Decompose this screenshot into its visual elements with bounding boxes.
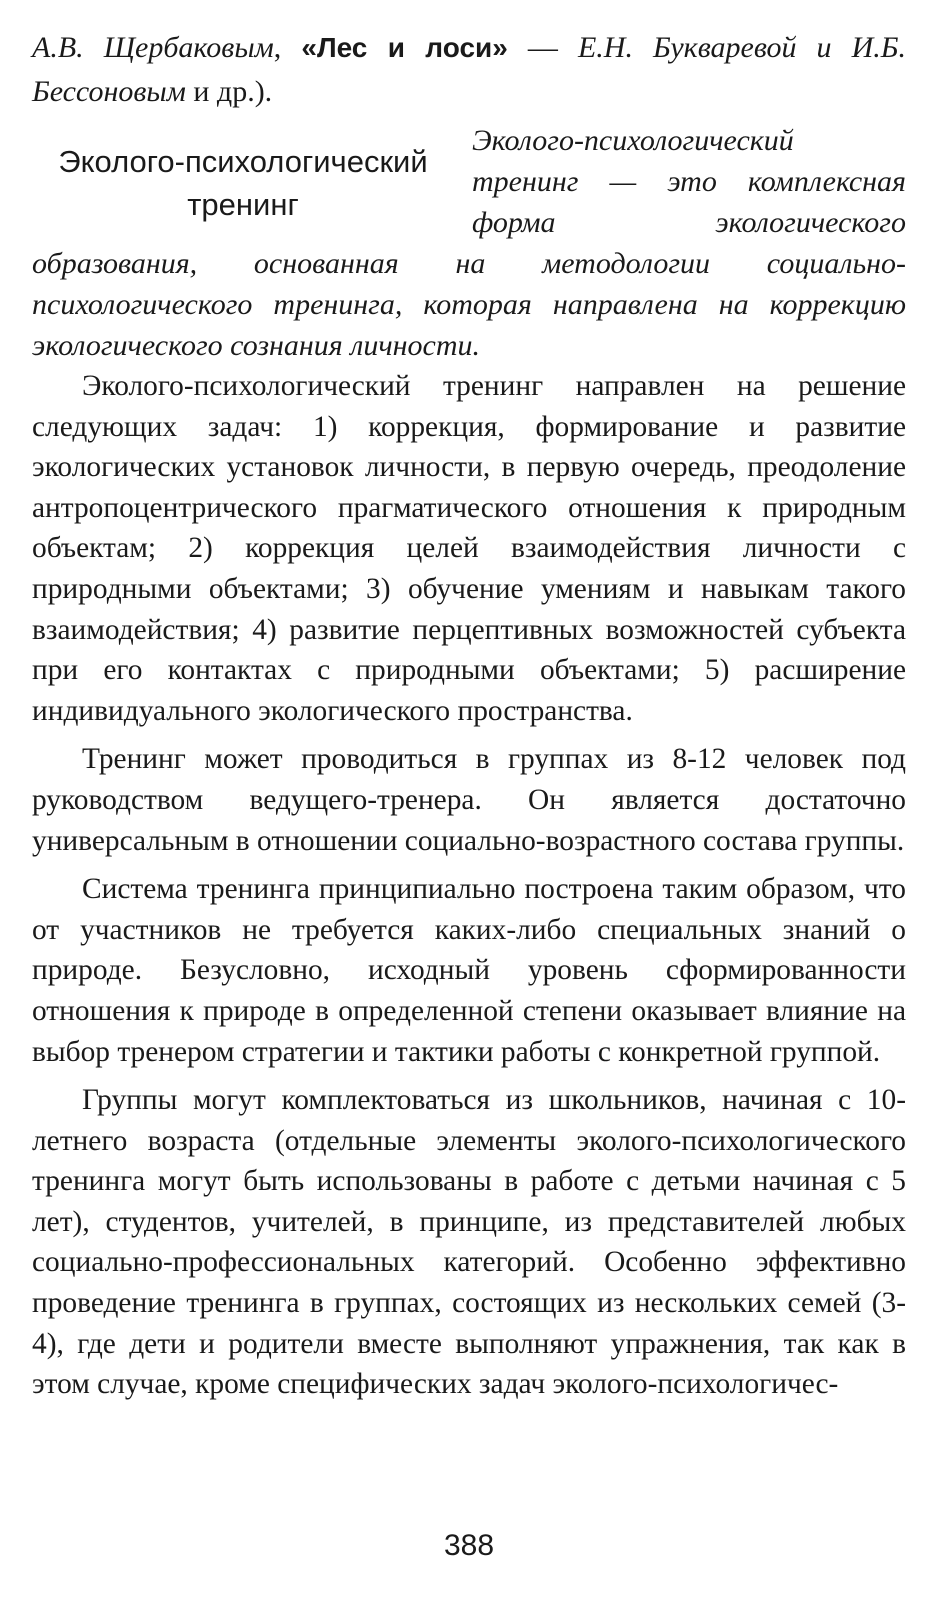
- intro-separator: ,: [273, 31, 302, 64]
- section-heading-line-1: Эколого-психологический: [58, 144, 428, 179]
- section-heading: [32, 140, 454, 226]
- body-text: [32, 366, 906, 1405]
- intro-tail: и др.).: [185, 75, 273, 108]
- intro-author-2: Е.Н. Букваревой: [577, 31, 797, 64]
- intro-author-3: И.Б. Бессоновым: [32, 31, 907, 108]
- book-page: [32, 26, 906, 1413]
- intro-text: [32, 26, 906, 114]
- intro-book-title: «Лес и лоси»: [301, 32, 508, 63]
- intro-author-1: А.В. Щербаковым: [32, 31, 274, 64]
- page-number: 388: [443, 1529, 495, 1562]
- paragraph-system: Система тренинга принципиально построена таким образом, что от участников не требуется каких-либо специальных знаний о природе. Безусловно, исходный уровень сформированности отношения к природе в определенной степени оказывает влияние на выбор тренером стратегии и тактики работы с конкретной группой.: [32, 873, 906, 1068]
- section-definition: Эколого-психологический тренинг — это комплексная форма экологического образования, основанная на методологии социально-психологического тренинга, которая направлена на коррекцию экологического сознания личности.: [32, 124, 906, 362]
- section-heading-line-2: тренинг: [187, 187, 299, 222]
- paragraph-tasks: Эколого-психологический тренинг направлен на решение следующих задач: 1) коррекция, формирование и развитие экологических установок личности, в первую очередь, преодоление антропоцентрического прагматического отношения к природным объектам; 2) коррекция целей взаимодействия личности с природными объектами; 3) обучение умениям и навыкам такого взаимодействия; 4) развитие перцептивных возможностей субъекта при его контактах с природными объектами; 5) расширение индивидуального экологического пространства.: [32, 370, 906, 727]
- intro-conjunction: и: [796, 31, 852, 64]
- paragraph-groups: Тренинг может проводиться в группах из 8-12 человек под руководством ведущего-тренера. Он является достаточно универсальным в отношении социально-возрастного состава группы.: [32, 743, 906, 857]
- paragraph-participants: Группы могут комплектоваться из школьников, начиная с 10-летнего возраста (отдельные элементы эколого-психологического тренинга могут быть использованы в работе с детьми начиная с 5 лет), студентов, учителей, в принципе, из представителей любых социально-профессиональных категорий. Особенно эффективно проведение тренинга в группах, состоящих из нескольких семей (3-4), где дети и родители вместе выполняют упражнения, так как в этом случае, кроме специфических задач эколого-психологичес-: [32, 1084, 906, 1401]
- intro-dash: —: [507, 31, 578, 64]
- section-eco-training: [32, 120, 906, 366]
